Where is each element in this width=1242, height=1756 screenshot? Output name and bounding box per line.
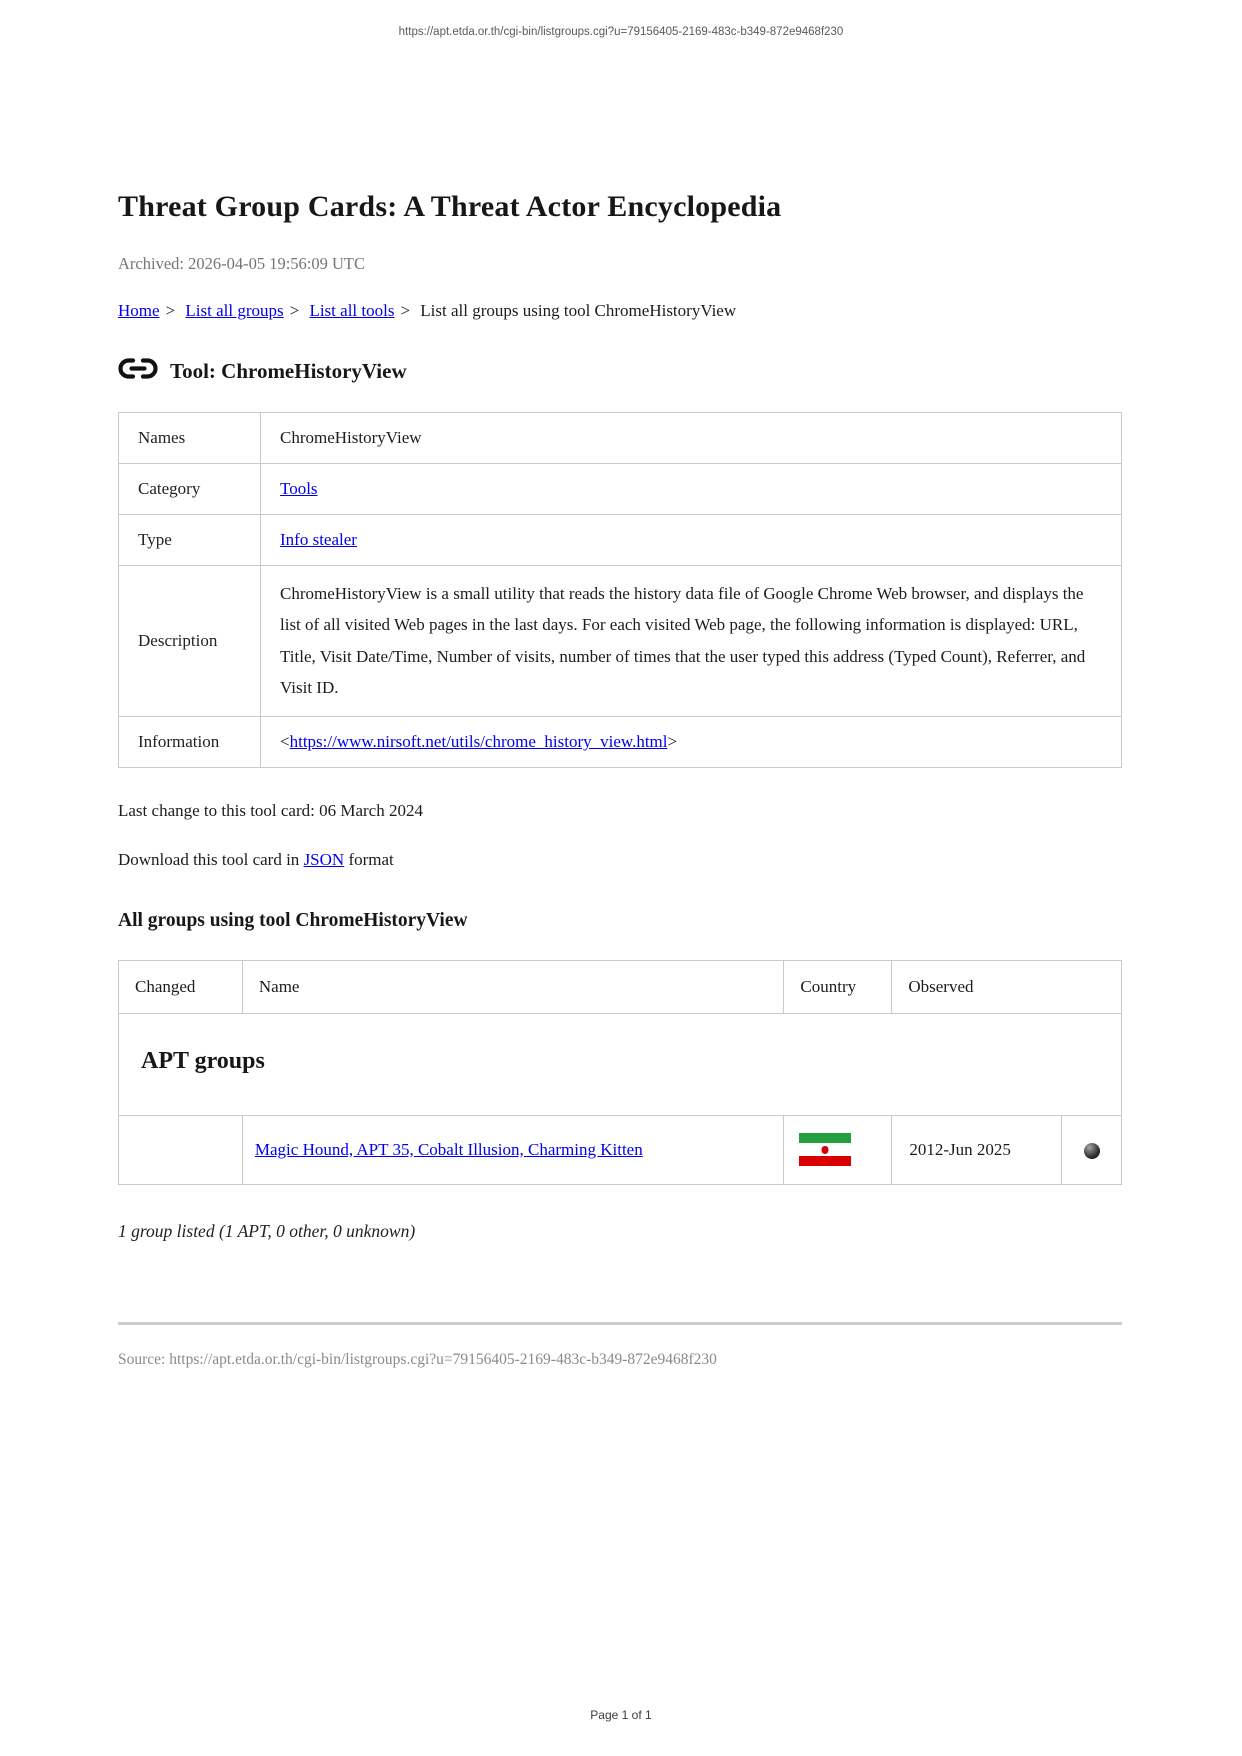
download-text-before: Download this tool card in [118,849,304,869]
table-row [119,566,1122,717]
print-header-url: https://apt.etda.or.th/cgi-bin/listgroups.cgi?u=79156405-2169-483c-b349-872e9468f230 [398,26,844,38]
tool-row-label-information: Information [119,716,261,767]
download-text-after: format [344,849,394,869]
download-line [118,850,1122,870]
dark-ball-icon [1084,1143,1100,1159]
content [118,190,1122,1369]
category-link[interactable]: Tools [280,479,318,498]
group-name-cell [242,1115,784,1184]
print-footer-page-number: Page 1 of 1 [590,1708,652,1722]
group-observed-cell: 2012-Jun 2025 [892,1115,1062,1184]
breadcrumb [118,301,1122,321]
breadcrumb-separator: > [289,301,300,320]
groups-summary: 1 group listed (1 APT, 0 other, 0 unknown) [118,1220,416,1241]
column-header-changed: Changed [119,960,243,1013]
chain-link-icon [118,356,158,381]
apt-groups-section-cell [119,1013,1122,1115]
type-link[interactable]: Info stealer [280,530,357,549]
table-row [119,413,1122,464]
last-change-line: Last change to this tool card: 06 March 2024 [118,800,423,820]
flag-emblem [822,1146,829,1154]
archived-timestamp: Archived: 2026-04-05 19:56:09 UTC [118,254,366,273]
groups-section-heading: All groups using tool ChromeHistoryView [118,909,468,931]
breadcrumb-link-home[interactable]: Home [118,301,160,320]
tool-heading-label: Tool: ChromeHistoryView [170,359,407,383]
angle-bracket-close: > [667,731,678,751]
breadcrumb-link-list-all-groups[interactable]: List all groups [185,301,284,320]
breadcrumb-separator: > [400,301,411,320]
group-tools-cell [1062,1115,1122,1184]
json-download-link[interactable]: JSON [303,849,345,869]
breadcrumb-current: List all groups using tool ChromeHistoryView [420,301,737,320]
tool-row-value-information [261,716,1122,767]
tool-row-label-type: Type [119,515,261,566]
footer-divider [118,1322,1122,1325]
table-row [119,515,1122,566]
breadcrumb-separator: > [165,301,176,320]
groups-table-section-row [119,1013,1122,1115]
group-country-cell [784,1115,892,1184]
information-link[interactable]: https://www.nirsoft.net/utils/chrome_history_view.html [289,731,668,751]
tool-row-value-category [261,464,1122,515]
column-header-country: Country [784,960,892,1013]
tool-row-value-type [261,515,1122,566]
tool-card-table [118,412,1122,768]
tool-row-value-description: ChromeHistoryView is a small utility that reads the history data file of Google Chrome Web browser, and displays the list of all visited Web pages in the last days. For each visited Web page, the following information is displayed: URL, Title, Visit Date/Time, Number of visits, number of times that the user typed this address (Typed Count), Referrer, and Visit ID. [261,566,1122,717]
column-header-observed: Observed [892,960,1122,1013]
table-row [119,716,1122,767]
groups-table [118,960,1122,1185]
angle-bracket-open: < [280,731,290,751]
tool-row-label-category: Category [119,464,261,515]
source-line: Source: https://apt.etda.or.th/cgi-bin/listgroups.cgi?u=79156405-2169-483c-b349-872e9468f230 [118,1350,717,1368]
tool-row-value-names: ChromeHistoryView [261,413,1122,464]
table-row [119,1115,1122,1184]
groups-table-header-row [119,960,1122,1013]
group-link[interactable]: Magic Hound, APT 35, Cobalt Illusion, Charming Kitten [254,1139,643,1159]
column-header-name: Name [242,960,784,1013]
group-changed-cell [119,1115,243,1184]
iran-flag-icon [799,1133,851,1166]
tool-row-label-description: Description [119,566,261,717]
tool-row-label-names: Names [119,413,261,464]
tool-heading [118,359,1122,384]
apt-groups-section-title: APT groups [141,1047,265,1074]
page-title: Threat Group Cards: A Threat Actor Encyclopedia [118,190,782,223]
table-row [119,464,1122,515]
breadcrumb-link-list-all-tools[interactable]: List all tools [309,301,395,320]
